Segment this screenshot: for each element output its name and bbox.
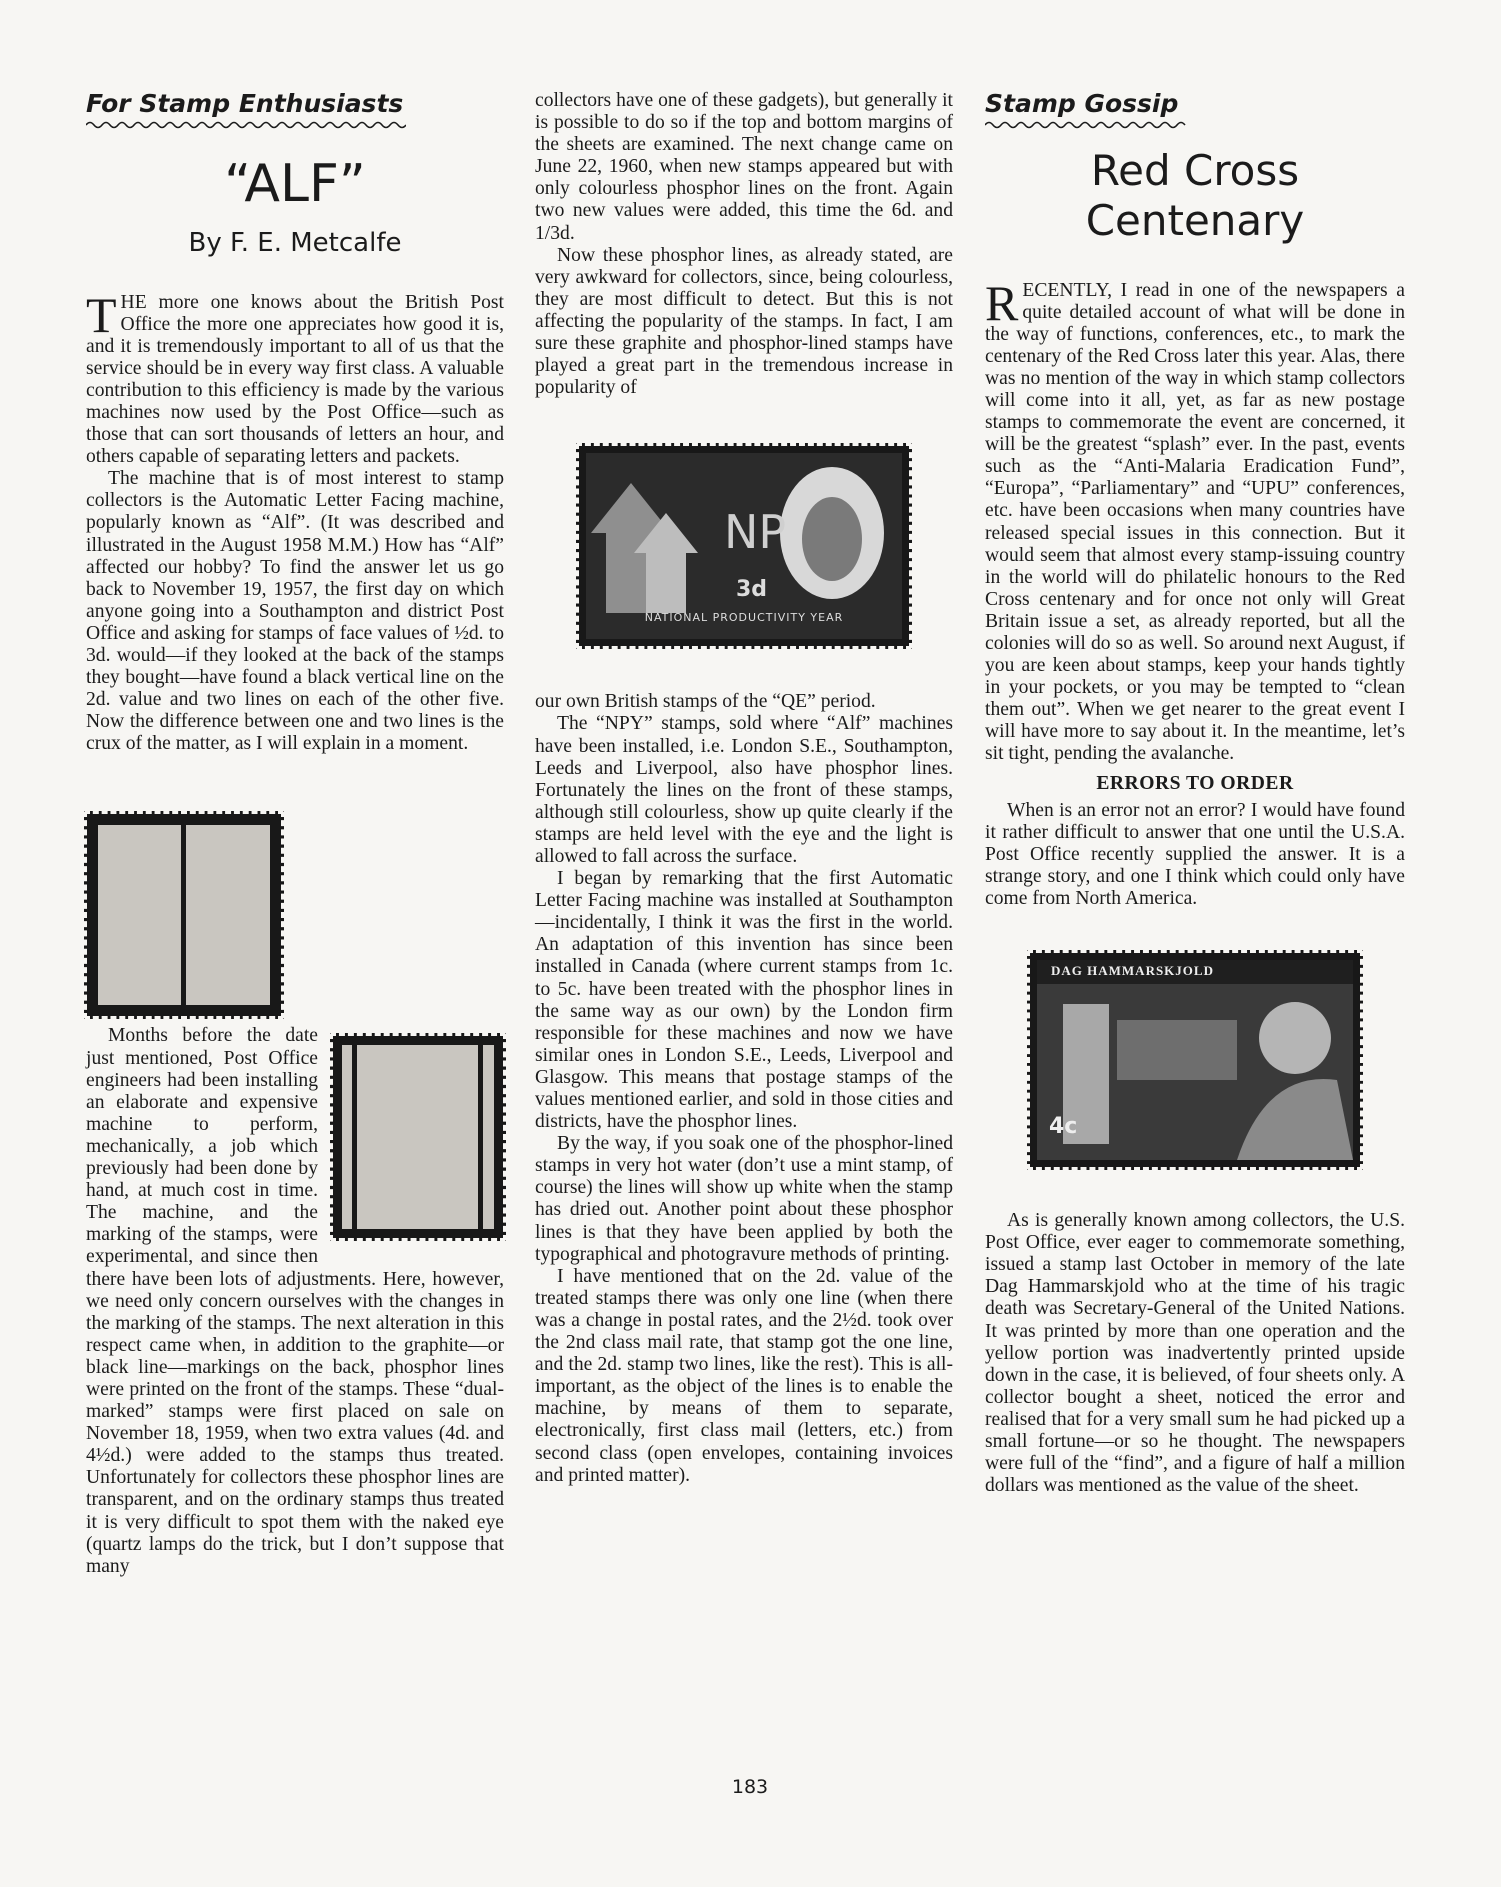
paragraph: Months before the date just mentioned, Post Office engineers had been installing an elaborate and expensive machine to perform, mechanically, a job which previously had been done by hand, at much cost in time. The machine, and the marking of the stamps, were experimental, and since then there have been lots of adjustments. Here, however, we need only concern ourselves with the changes in the marking of the stamps. The next alteration in this respect came when, in addition to the graphite—or black line—markings on the back, phosphor lines were printed on the front of the stamps. These “dual-marked” stamps were first placed on sale on November 18, 1959, when two extra values (4d. and 4½d.) were added to the stamps thus treated. Unfortunately for collectors these phosphor lines are transparent, and on the ordinary stamps thus treated it is very difficult to spot them with the naked eye (quartz lamps do the trick, but I don’t suppose that many [86,755,504,1577]
section-label: Stamp Gossip [985,89,1179,118]
column-2 [535,90,953,1487]
paragraph: I began by remarking that the first Automatic Letter Facing machine was installed at Southampton—incidentally, I think it was the first in the world. An adaptation of this invention has since been installed in Canada (where current stamps from 1c. to 5c. have been treated with the phosphor lines in the same way as our own) by the London firm responsible for these machines and now we have similar ones in London S.E., Leeds, Liverpool and Glasgow. This means that postage stamps of the values mentioned earlier, and sold in those cities and districts, have the phosphor lines. [535,868,953,1133]
paragraph: collectors have one of these gadgets), but generally it is possible to do so if the top and bottom margins of the sheets are examined. The next change came on June 22, 1960, when new stamps appeared but with only colourless phosphor lines on the front. Again two new values were added, this time the 6d. and 1/3d. [535,90,953,244]
paragraph: THE more one knows about the British Post Office the more one appreciates how good it is, and it is tremendously important to all of us that the service should be in every way first class. A valuable contribution to this efficiency is made by the various machines now used by the Post Office—such as those that can sort thousands of letters an hour, and others capable of separating letters and packets. [86,286,504,468]
wavy-underline [86,120,406,130]
stamp-image-one-line [84,811,284,1019]
npy-stamp-image [576,443,912,649]
paragraph: Now these phosphor lines, as already stated, are very awkward for collectors, since, being colourless, they are most difficult to detect. But this is not affecting the popularity of the stamps. In fact, I am sure these graphite and phosphor-lined stamps have played a great part in the tremendous increase in popularity of [535,244,953,399]
paragraph: The machine that is of most interest to stamp collectors is the Automatic Letter Facing machine, popularly known as “Alf”. (It was described and illustrated in the August 1958 M.M.) How has “Alf” affected our hobby? To find the answer let us go back to November 19, 1957, the first day on which anyone going into a Southampton and district Post Office and asking for stamps of face values of ½d. to 3d. would—if they looked at the back of the stamps they bought—have found a black vertical line on the 2d. value and two lines on each of the other five. Now the difference between one and two lines is the crux of the matter, as I will explain in a moment. [86,468,504,755]
paragraph: When is an error not an error? I would have found it rather difficult to answer that one until the U.S.A. Post Office recently supplied the answer. It is a strange story, and one I think which could only have come from North America. [985,799,1405,909]
paragraph: our own British stamps of the “QE” period. [535,691,876,713]
byline: By F. E. Metcalfe [188,227,402,258]
npy-stamp-caption: NATIONAL PRODUCTIVITY YEAR [644,611,844,625]
stamp-image-two-lines [330,1033,506,1241]
article-title: Red Cross Centenary [1085,145,1305,245]
hammarskjold-stamp-image [1027,950,1363,1170]
article-title: “ALF” [224,153,366,214]
hammarskjold-stamp-denomination: 4c [1049,1114,1078,1140]
column-3 [985,90,1405,1497]
paragraph: As is generally known among collectors, the U.S. Post Office, ever eager to commemorate something, issued a stamp last October in memory of the late Dag Hammarskjold who at the time of his tragic death was Secretary-General of the United Nations. It was printed by more than one operation and the yellow portion was inadvertently printed upside down in the case, it is believed, of four sheets only. A collector bought a sheet, noticed the error and realised that for a very small sum he had picked up a small fortune—or so he thought. The newspapers were full of the “find”, and a figure of half a million dollars was mentioned as the value of the sheet. [985,1210,1405,1497]
paragraph: By the way, if you soak one of the phosphor-lined stamps in very hot water (don’t use a mint stamp, of course) the lines will show up white when the stamp has dried out. Another point about these phosphor lines is that they have been applied by both the typographical and photogravure methods of printing. [535,1133,953,1265]
paragraph: The “NPY” stamps, sold where “Alf” machines have been installed, i.e. London S.E., Southampton, Leeds and Liverpool, also have phosphor lines. Fortunately the lines on the front of these stamps, although still colourless, show up quite clearly if the stamps are held level with the eye and the light is allowed to fall across the surface. [535,713,953,867]
section-label: For Stamp Enthusiasts [86,89,404,118]
wavy-underline [985,120,1189,130]
svg-text:NP: NP [724,505,787,560]
column-1 [86,90,504,1578]
hammarskjold-stamp-banner: DAG HAMMARSKJOLD [1051,963,1214,979]
paragraph: RECENTLY, I read in one of the newspapers a quite detailed account of what will be done in the way of functions, conferences, etc., to mark the centenary of the Red Cross later this year. Alas, there was no mention of the way in which stamp collectors will come into it all, yet, as far as new postage stamps to commemorate the event are concerned, it will be the greatest “splash” ever. In the past, events such as the “Anti-Malaria Eradication Fund”, “Europa”, “Parliamentary” and “UPU” conferences, etc. have been occasions when many countries have released special issues in this connection. But it would seem that almost every stamp-issuing country in the world will do philatelic honours to the Red Cross centenary and for once not only will Great Britain issue a set, as already reported, but all the colonies will do so as well. So around next August, if you are keen about stamps, keep your hands tightly in your pockets, or you may be tempted to “clean them out”. When we get nearer to the great event I will have more to say about it. In the meantime, let’s sit tight, pending the avalanche. [985,274,1405,765]
drop-cap: R [985,274,1019,331]
subheading: ERRORS TO ORDER [1096,772,1294,794]
drop-cap: T [86,286,117,343]
paragraph: I have mentioned that on the 2d. value of the treated stamps there was only one line (when there was a change in postal rates, and the 2½d. took over the 2nd class mail rate, that stamp got the one line, and the 2d. stamp two lines, like the rest). This is all-important, as the object of the lines is to enable the machine, by means of them to separate, electronically, first class mail (letters, etc.) from second class (open envelopes, containing invoices and printed matter). [535,1265,953,1486]
page-number: 183 [731,1776,769,1798]
npy-stamp-denomination: 3d [736,577,768,603]
hammarskjold-stamp-artwork [1037,960,1353,1160]
